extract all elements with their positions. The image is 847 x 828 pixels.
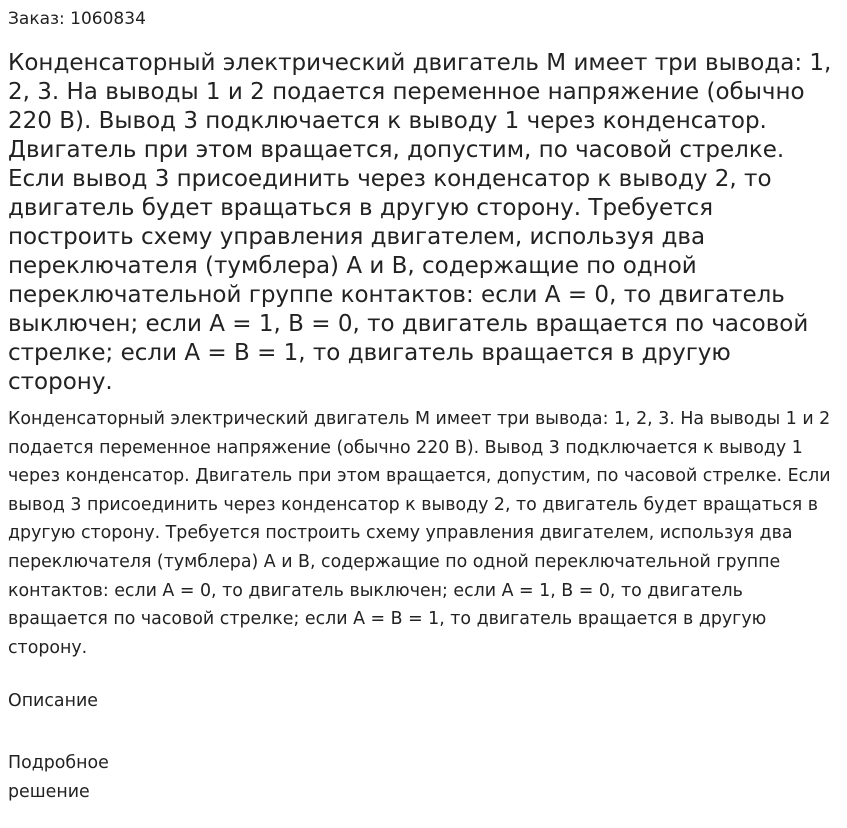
section-spacer xyxy=(8,716,839,749)
order-number: Заказ: 1060834 xyxy=(8,9,146,29)
task-description-text: Конденсаторный электрический двигатель М имеет три вывода: 1, 2, 3. На выводы 1 и 2 подается переменное напряжение (обычно 220 В). Вывод 3 подключается к выводу 1 через конденсатор. Двигатель при этом вращается, допустим, по часовой стрелке. Если вывод 3 присоединить через конденсатор к выводу 2, то двигатель будет вращаться в другую сторону. Требуется построить схему управления двигателем, используя два переключателя (тумблера) А и В, содержащие по одной переключательной группе контактов: если А = 0, то двигатель выключен; если А = 1, В = 0, то двигатель вращается по часовой стрелке; если А = В = 1, то двигатель вращается в другую сторону. xyxy=(8,409,831,658)
task-title: Конденсаторный электрический двигатель М имеет три вывода: 1, 2, 3. На выводы 1 и 2 подается переменное напряжение (обычно 220 В). Вывод 3 подключается к выводу 1 через конденсатор. Двигатель при этом вращается, допустим, по часовой стрелке. Если вывод 3 присоединить через конденсатор к выводу 2, то двигатель будет вращаться в другую сторону. Требуется построить схему управления двигателем, используя два переключателя (тумблера) А и В, содержащие по одной переключательной группе контактов: если А = 0, то двигатель выключен; если А = 1, В = 0, то двигатель вращается по часовой стрелке; если А = В = 1, то двигатель вращается в другую сторону. xyxy=(8,50,832,395)
detailed-solution-link[interactable]: Подробное решение xyxy=(8,753,109,803)
description-section-link[interactable]: Описание xyxy=(8,691,98,712)
